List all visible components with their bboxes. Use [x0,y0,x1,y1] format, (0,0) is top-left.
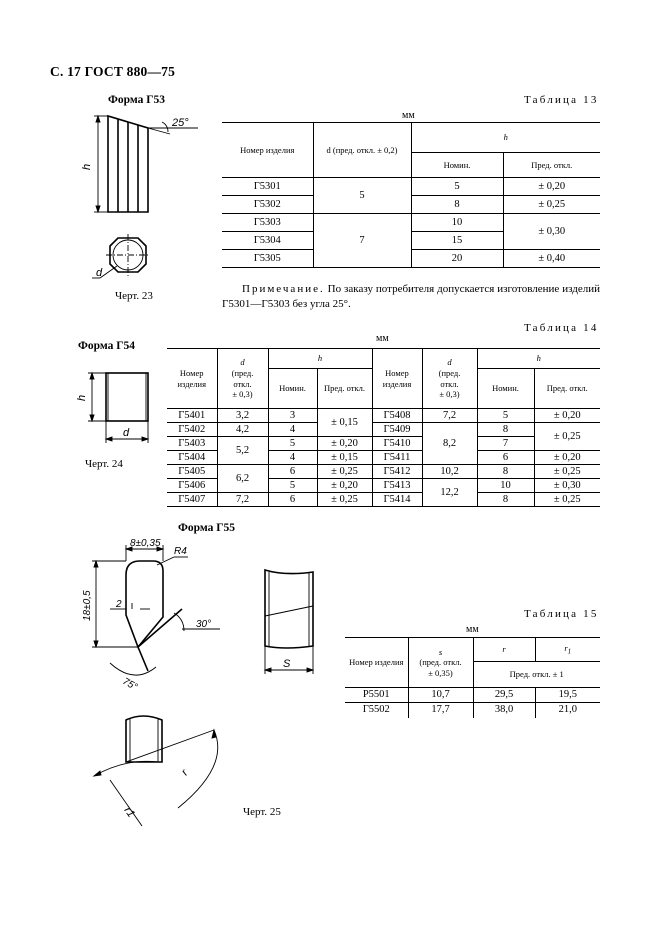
table-13 [222,122,600,268]
drawing-g55-bottom [70,700,240,840]
t14-header-d-right: d (пред. откл. ± 0,3) [422,349,477,409]
table-row: Г5404 4 ± 0,15 Г5411 6 ± 0,20 [167,451,600,465]
form-g53-title: Форма Г53 [108,94,166,106]
t13-header-d: d (пред. откл. ± 0,2) [313,123,411,178]
t15-header-r1: $r_1$ [535,638,600,662]
t13-header-nom: Номин. [411,153,503,178]
table-15-unit: мм [466,624,479,635]
figure-25-caption: Черт. 25 [243,806,281,818]
dim-h-label-g54: h [76,394,88,401]
table-row: Г5305 20 ± 0,40 [222,250,600,268]
t14-header-number-right: Номер изделия [372,349,422,409]
form-g54-title: Форма Г54 [78,340,136,352]
table-row: Г5502 17,7 38,0 21,0 [345,703,600,718]
dim-width-8: 8±0,35 [130,538,161,549]
table-13-title: Таблица 13 [524,94,599,106]
t15-header-s: s (пред. откл. ± 0,35) [408,638,473,688]
table-13-note [222,282,600,312]
dim-30: 30° [196,619,212,630]
table-row: Г5304 15 [222,232,600,250]
table-row: Г5401 3,2 3 ± 0,15 Г5408 7,2 5 ± 0,20 [167,409,600,423]
t13-header-number: Номер изделия [222,123,313,178]
dim-r1-label: r1 [121,804,137,820]
figure-24-caption: Черт. 24 [85,458,123,470]
table-14-title: Таблица 14 [524,322,599,334]
form-g55-title: Форма Г55 [178,522,236,534]
t13-header-dev: Пред. откл. [531,159,573,170]
table-row: Г5407 7,2 6 ± 0,25 Г5414 8 ± 0,25 [167,493,600,507]
t14-header-dev-left: Пред. откл. [317,369,372,409]
page-header: С. 17 ГОСТ 880—75 [50,64,176,79]
dim-s-label: S [283,658,291,670]
table-row: Р5501 10,7 29,5 19,5 [345,688,600,703]
table-14-unit: мм [376,333,389,344]
drawing-g53 [70,108,210,293]
table-15 [345,637,600,718]
t15-header-r: r [473,638,535,662]
table-row: Г5303 7 10 ± 0,30 [222,214,600,232]
dim-angle-25: 25° [172,117,189,129]
t14-header-h-left: h [268,349,372,369]
drawing-g55-front [255,562,335,682]
drawing-g55-side [70,535,250,695]
t15-header-dev: Пред. откл. ± 1 [509,669,564,680]
note-label: Примечание. [242,283,325,295]
note-text: По заказу потребителя допускается изготовление изделий Г5301—Г5303 без угла 25°. [222,283,600,310]
table-15-title: Таблица 15 [524,608,599,620]
dim-d-label: d [96,267,103,279]
t15-header-number: Номер изделия [345,638,408,688]
figure-23-caption: Черт. 23 [115,290,153,302]
table-row: Г5302 8 ± 0,25 [222,196,600,214]
dim-75: 75° [120,676,140,694]
dim-r-label: r [179,767,191,778]
table-13-unit: мм [402,110,415,121]
t14-header-d-left: d (пред. откл. ± 0,3) [217,349,268,409]
drawing-g54 [70,365,160,455]
t14-header-nom-left: Номин. [268,369,317,409]
t14-header-nom-right: Номин. [477,369,534,409]
table-row: Г5406 5 ± 0,20 Г5413 12,2 10 ± 0,30 [167,479,600,493]
dim-d-label-g54: d [123,427,130,439]
table-row: Г5402 4,2 4 Г5409 8,2 8 ± 0,25 [167,423,600,437]
t14-header-number-left: Номер изделия [167,349,217,409]
t13-header-h: h [503,132,508,143]
dim-height-18: 18±0,5 [82,590,93,621]
table-row: Г5405 6,2 6 ± 0,25 Г5412 10,2 8 ± 0,25 [167,465,600,479]
t14-header-h-right: h [477,349,600,369]
table-row: Г5403 5,2 5 ± 0,20 Г5410 7 [167,437,600,451]
table-row: Г5301 5 5 ± 0,20 [222,178,600,196]
table-14 [167,348,600,507]
t14-header-dev-right: Пред. откл. [546,383,588,394]
dim-radius-r4: R4 [174,546,187,557]
dim-2: 2 [116,599,122,610]
dim-h-label: h [81,163,93,170]
